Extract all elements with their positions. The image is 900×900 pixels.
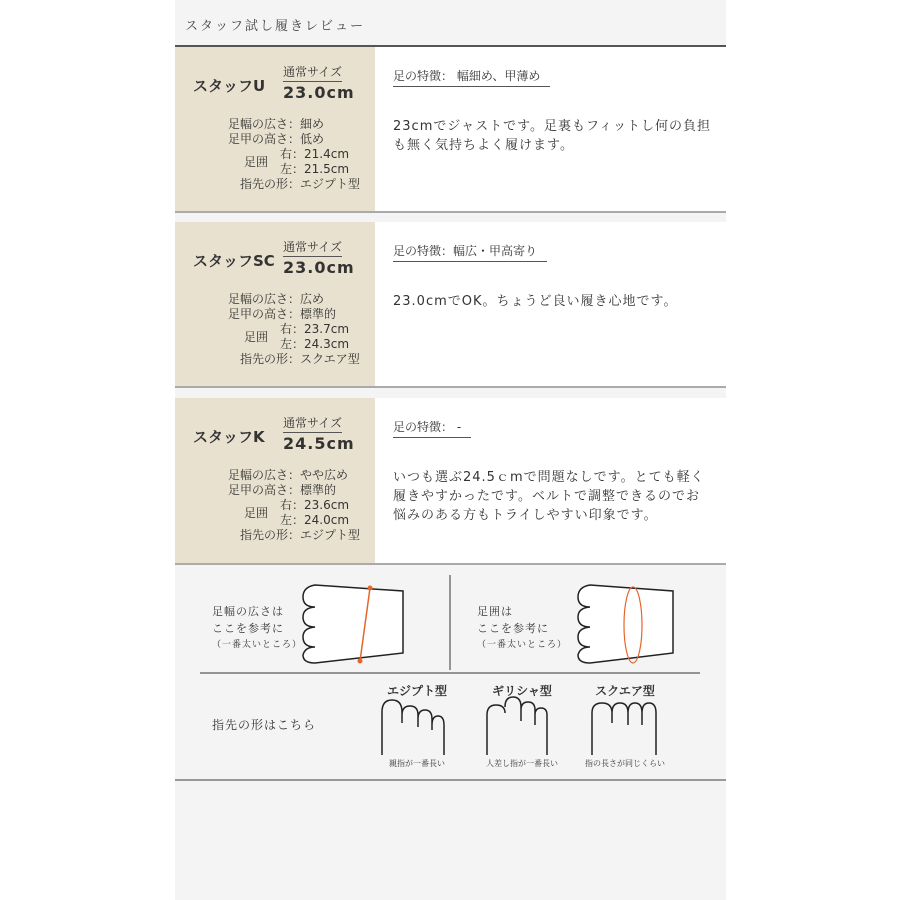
girth-left: 左：24.0cm xyxy=(280,513,350,527)
usual-size: 24.5cm xyxy=(283,434,355,453)
measurement-guide xyxy=(175,565,726,781)
toe-shape-icons xyxy=(382,697,656,755)
review-column xyxy=(175,0,726,900)
foot-specs xyxy=(175,292,360,367)
foot-feature: 足の特徴：幅広・甲高寄り xyxy=(393,242,547,262)
spec-label: 足幅の広さ： xyxy=(227,468,300,482)
spec-value: 低め xyxy=(300,132,325,146)
spec-label: 指先の形： xyxy=(239,528,300,542)
review-comment: 23.0cmでOK。ちょうど良い履き心地です。 xyxy=(393,294,678,309)
foot-specs xyxy=(175,468,360,543)
foot-illustrations xyxy=(175,565,726,781)
spec-label: 足甲の高さ： xyxy=(227,307,300,321)
spec-label: 足幅の広さ： xyxy=(227,117,300,131)
usual-size-label: 通常サイズ xyxy=(283,414,342,433)
spec-label: 指先の形： xyxy=(239,177,300,191)
guide-line: （一番太いところ） xyxy=(212,640,303,650)
usual-size-label: 通常サイズ xyxy=(283,63,342,82)
foot-girth-icon xyxy=(578,585,673,663)
toe-type-caption: 指の長さが同じくらい xyxy=(585,759,665,768)
staff-profile xyxy=(175,222,375,386)
toe-type-name: エジプト型 xyxy=(386,684,447,698)
usual-size-label: 通常サイズ xyxy=(283,238,342,257)
guide-line: 足囲は xyxy=(477,605,513,618)
foot-feature: 足の特徴： - xyxy=(393,418,471,438)
staff-profile xyxy=(175,398,375,563)
toe-shape-title: 指先の形はこちら xyxy=(212,718,317,732)
usual-size: 23.0cm xyxy=(283,258,355,277)
girth-right: 右：23.6cm xyxy=(280,498,350,512)
staff-name: スタッフK xyxy=(193,428,265,446)
staff-name: スタッフSC xyxy=(193,252,275,270)
spec-value: 広め xyxy=(300,292,325,306)
girth-right: 右：21.4cm xyxy=(280,147,350,161)
guide-line: 足幅の広さは xyxy=(212,605,284,618)
staff-profile xyxy=(175,47,375,211)
spec-value: エジプト型 xyxy=(300,528,361,542)
spec-label: 足甲の高さ： xyxy=(227,132,300,146)
guide-line: （一番太いところ） xyxy=(477,640,568,650)
spec-label: 足囲 xyxy=(243,329,268,344)
staff-review-card xyxy=(175,398,726,565)
toe-type-name: スクエア型 xyxy=(595,684,655,698)
spec-label: 足囲 xyxy=(243,154,268,169)
spec-value: 細め xyxy=(300,117,325,131)
staff-review-card xyxy=(175,222,726,388)
toe-type-caption: 人差し指が一番長い xyxy=(486,759,558,768)
review-comment: 23cmでジャストです。足裏もフィットし何の負担も無く気持ちよく履けます。 xyxy=(393,119,712,153)
girth-right: 右：23.7cm xyxy=(280,322,350,336)
review-comment: いつも選ぶ24.5ｃmで問題なしです。とても軽く履きやすかったです。ベルトで調整できるのでお悩みのある方もトライしやすい印象です。 xyxy=(393,470,705,523)
foot-feature: 足の特徴： 幅細め、甲薄め xyxy=(393,67,550,87)
spec-label: 足甲の高さ： xyxy=(227,483,300,497)
staff-review-card xyxy=(175,47,726,213)
girth-left: 左：24.3cm xyxy=(280,337,350,351)
spec-label: 足幅の広さ： xyxy=(227,292,300,306)
toe-type-name: ギリシャ型 xyxy=(492,684,552,698)
spec-label: 指先の形： xyxy=(239,352,300,366)
girth-left: 左：21.5cm xyxy=(280,162,350,176)
staff-name: スタッフU xyxy=(193,77,266,95)
guide-line: ここを参考に xyxy=(212,622,284,635)
foot-width-icon xyxy=(303,585,403,664)
page-title: スタッフ試し履きレビュー xyxy=(185,19,366,34)
spec-value: スクエア型 xyxy=(300,352,360,366)
spec-value: やや広め xyxy=(300,468,349,482)
spec-value: 標準的 xyxy=(300,307,337,321)
guide-line: ここを参考に xyxy=(477,622,549,635)
usual-size: 23.0cm xyxy=(283,83,355,102)
spec-value: エジプト型 xyxy=(300,177,361,191)
toe-type-caption: 親指が一番長い xyxy=(389,759,445,768)
spec-label: 足囲 xyxy=(243,505,268,520)
foot-specs xyxy=(175,117,360,192)
spec-value: 標準的 xyxy=(300,483,337,497)
